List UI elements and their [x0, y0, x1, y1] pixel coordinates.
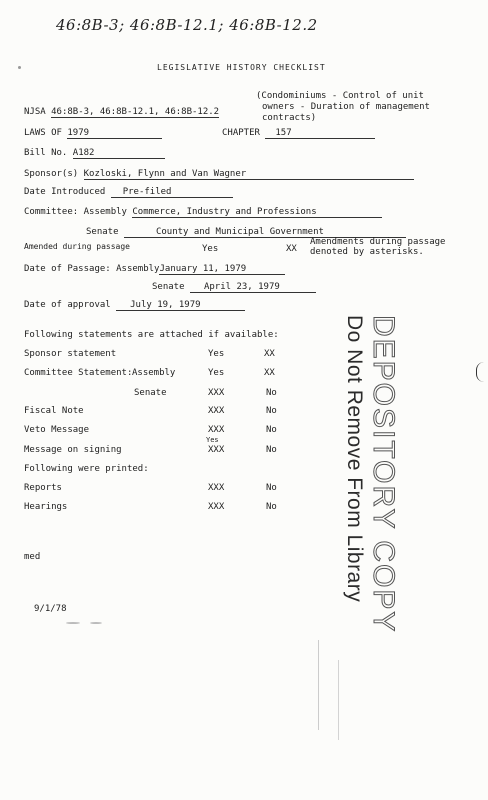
passage-assembly-value: January 11, 1979 — [159, 264, 285, 275]
description-line-1: (Condominiums - Control of unit — [256, 91, 424, 101]
hearings-no: No — [266, 502, 277, 512]
description-line-2: owners - Duration of management — [262, 102, 430, 112]
statements-heading: Following statements are attached if available: — [24, 330, 279, 340]
scan-streak-icon-2 — [338, 660, 339, 740]
fiscal-note-no: No — [266, 406, 277, 416]
approval-label: Date of approval — [24, 300, 111, 310]
date-introduced-value: Pre-filed — [111, 187, 233, 198]
reports-label: Reports — [24, 483, 62, 493]
reports-no: No — [266, 483, 277, 493]
bill-field — [24, 148, 165, 159]
laws-of-value: 1979 — [67, 128, 162, 139]
scan-speck-icon — [18, 66, 21, 69]
approval-field — [24, 300, 245, 311]
scan-smudge-icon-2 — [90, 622, 102, 624]
committee-statement-assembly-label: Assembly — [132, 368, 176, 378]
passage-senate-label: Senate — [152, 282, 185, 292]
bill-value: A182 — [73, 148, 165, 159]
passage-assembly-label: Assembly — [116, 264, 160, 274]
approval-value: July 19, 1979 — [116, 300, 245, 311]
committee-label: Committee: — [24, 207, 79, 217]
committee-assembly-field — [24, 207, 382, 218]
chapter-value: 157 — [265, 128, 375, 139]
committee-assembly-label: Assembly — [83, 207, 127, 217]
laws-of-label: LAWS OF — [24, 128, 62, 138]
signing-message-yes: XXX — [208, 445, 225, 455]
amended-label: Amended during passage — [24, 242, 130, 251]
sponsor-statement-label: Sponsor statement — [24, 349, 117, 359]
committee-assembly-value: Commerce, Industry and Professions — [132, 207, 382, 218]
committee-statement-senate-yes: XXX — [208, 388, 225, 398]
committee-senate-value: County and Municipal Government — [124, 227, 406, 238]
committee-statement-assembly-no: XX — [264, 368, 275, 378]
bill-label: Bill No. — [24, 148, 68, 158]
page-title: LEGISLATIVE HISTORY CHECKLIST — [157, 63, 326, 72]
signing-message-handwritten-yes: Yes — [206, 436, 219, 444]
amended-yes: Yes — [202, 244, 219, 254]
veto-message-no: No — [266, 425, 277, 435]
passage-senate-value: April 23, 1979 — [190, 282, 316, 293]
amendments-note-line-2: denoted by asterisks. — [310, 247, 424, 257]
date-introduced-label: Date Introduced — [24, 187, 106, 197]
amended-no-struck: XX — [286, 244, 297, 254]
committee-senate-label: Senate — [86, 227, 119, 237]
footer-date: 9/1/78 — [34, 604, 67, 614]
passage-senate-field — [152, 282, 316, 293]
committee-statement-assembly-yes: Yes — [208, 368, 225, 378]
printed-heading: Following were printed: — [24, 464, 149, 474]
laws-of-field — [24, 128, 162, 139]
veto-message-label: Veto Message — [24, 425, 90, 435]
veto-message-yes: XXX — [208, 425, 225, 435]
njsa-label: NJSA — [24, 107, 46, 117]
hearings-label: Hearings — [24, 502, 68, 512]
sponsors-field — [24, 169, 414, 180]
committee-statement-senate-no: No — [266, 388, 277, 398]
committee-statement-senate-label: Senate — [134, 388, 167, 398]
scan-mark-icon — [476, 362, 484, 382]
signing-message-label: Message on signing — [24, 445, 122, 455]
passage-label: Date of Passage: — [24, 264, 111, 274]
reports-yes: XXX — [208, 483, 225, 493]
scan-smudge-icon — [66, 622, 80, 624]
date-introduced-field — [24, 187, 233, 198]
njsa-field — [24, 107, 219, 118]
amendments-note-line-1: Amendments during passage — [310, 237, 446, 247]
handwritten-statute-numbers: 46:8B-3; 46:8B-12.1; 46:8B-12.2 — [56, 16, 318, 34]
signing-message-no: No — [266, 445, 277, 455]
chapter-field — [222, 128, 375, 139]
hearings-yes: XXX — [208, 502, 225, 512]
chapter-label: CHAPTER — [222, 128, 260, 138]
sponsor-statement-yes: Yes — [208, 349, 225, 359]
sponsor-statement-no: XX — [264, 349, 275, 359]
initials: med — [24, 552, 41, 562]
fiscal-note-yes: XXX — [208, 406, 225, 416]
description-line-3: contracts) — [262, 113, 317, 123]
scan-streak-icon — [318, 640, 319, 730]
passage-assembly-field — [24, 264, 285, 275]
stamp-do-not-remove: Do Not Remove From Library — [343, 315, 366, 603]
sponsors-label: Sponsor(s) — [24, 169, 79, 179]
fiscal-note-label: Fiscal Note — [24, 406, 84, 416]
njsa-value: 46:8B-3, 46:8B-12.1, 46:8B-12.2 — [51, 107, 220, 117]
committee-statement-label: Committee Statement: — [24, 368, 133, 378]
stamp-depository-copy: DEPOSITORY COPY — [367, 315, 400, 634]
sponsors-value: Kozloski, Flynn and Van Wagner — [84, 169, 414, 180]
